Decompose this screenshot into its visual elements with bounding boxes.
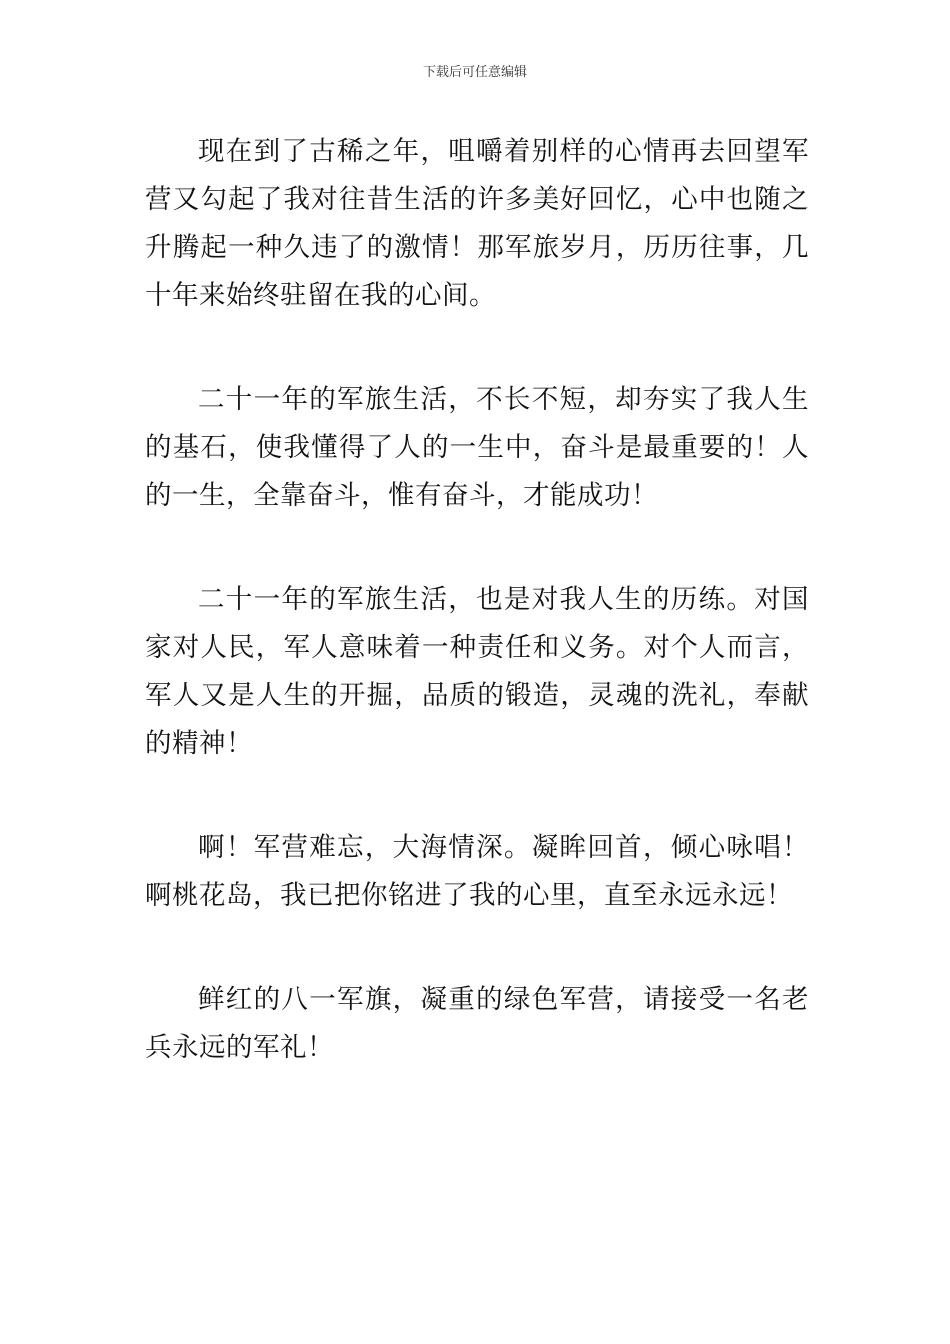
paragraph-5: 鲜红的八一军旗，凝重的绿色军营，请接受一名老兵永远的军礼！ — [145, 984, 809, 1063]
paragraph-4: 啊！军营难忘，大海情深。凝眸回首，倾心咏唱！啊桃花岛，我已把你铭进了我的心里，直至永远永远！ — [145, 832, 809, 911]
paragraph-3: 二十一年的军旅生活，也是对我人生的历练。对国家对人民，军人意味着一种责任和义务。对个人而言，军人又是人生的开掘，品质的锻造，灵魂的洗礼，奉献的精神！ — [145, 584, 809, 759]
document-body — [145, 128, 809, 1072]
page-header: 下载后可任意编辑 — [422, 65, 527, 80]
paragraph-2: 二十一年的军旅生活，不长不短，却夯实了我人生的基石，使我懂得了人的一生中，奋斗是最重要的！人的一生，全靠奋斗，惟有奋斗，才能成功！ — [145, 384, 809, 511]
paragraph-1: 现在到了古稀之年，咀嚼着别样的心情再去回望军营又勾起了我对往昔生活的许多美好回忆，心中也随之升腾起一种久违了的激情！那军旅岁月，历历往事，几十年来始终驻留在我的心间。 — [145, 136, 809, 311]
